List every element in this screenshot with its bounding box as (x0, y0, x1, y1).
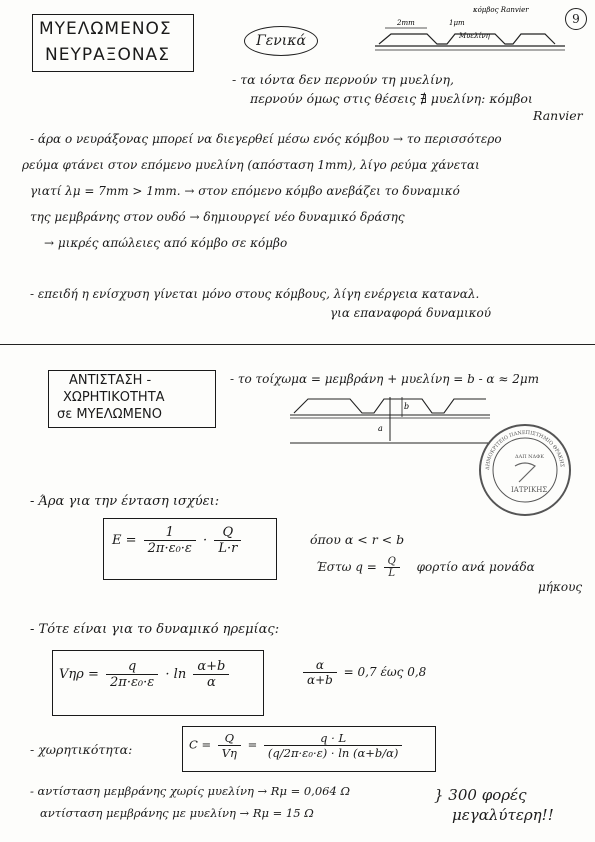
diagram2-a-label: a (378, 424, 383, 433)
myelin-diagram-top (375, 4, 575, 54)
general-heading: Γενικά (244, 26, 318, 56)
box2-line-2: ΧΩΡΗΤΙΚΟΤΗΤΑ (63, 390, 165, 405)
section-divider (0, 344, 595, 345)
text-line: περνούν όμως στις θέσεις ∄ μυελίνη: κόμβοι (250, 91, 533, 106)
charge-per-length: Έστω q = $\frac{Q}{L}$ φορτίο ανά μονάδα (316, 556, 535, 579)
text-line: - τα ιόντα δεν περνούν τη μυελίνη, (232, 72, 454, 87)
wall-thickness-line: - το τοίχωμα = μεμβράνη + μυελίνη = b - α ≈ 2μm (230, 372, 540, 386)
text-line: ρεύμα φτάνει στον επόμενο μυελίνη (απόσταση 1mm), λίγο ρεύμα χάνεται (22, 158, 480, 172)
title-line-1: ΜΥΕΛΩΜΕΝΟΣ (39, 19, 172, 39)
text-line: - επειδή η ενίσχυση γίνεται μόνο στους κόμβους, λίγη ενέργεια καταναλ. (30, 287, 480, 301)
stamp-bottom-text: ΙΑΤΡΙΚΗΣ (511, 486, 548, 494)
stamp-top-text: ΔΗΜΟΚΡΙΤΕΙΟ ΠΑΝΕΠΙΣΤΗΜΙΟ ΘΡΑΚΗΣ (484, 429, 565, 471)
diagram1-1um-label: 1μm (449, 19, 465, 27)
box2-line-3: σε ΜΥΕΛΩΜΕΝΟ (57, 407, 162, 422)
text-line: γιατί λμ = 7mm > 1mm. → στον επόμενο κόμβο ανεβάζει το δυναμικό (30, 184, 460, 198)
title-line-2: ΝΕΥΡΑΞΟΝΑΣ (45, 45, 170, 65)
capacitance-formula: C = $\frac{Q}{V\eta}$ = $\frac{q \cdot L}{\text{(q/2π·ε₀·ε) · ln (α+b/α)}}$ (189, 731, 405, 760)
page-number: 9 (572, 12, 580, 26)
diagram1-myelin-label: Μυελίνη (459, 32, 490, 40)
field-formula-box (103, 518, 277, 580)
potential-formula-box (52, 650, 264, 716)
radius-ratio: $\frac{\alpha}{\alpha+b}$ = 0,7 έως 0,8 (300, 658, 426, 687)
field-condition: όπου α < r < b (310, 532, 405, 547)
potential-formula: Vηρ = $\frac{q}{\text{2π·ε₀·ε}}$ · ln $\frac{\alpha+b}{\alpha}$ (59, 659, 232, 690)
diagram1-2mm-label: 2mm (397, 19, 415, 27)
resistance-note-2: μεγαλύτερη!! (452, 806, 554, 824)
diagram1-ranvier-label: κόμβος Ranvier (473, 6, 529, 14)
text-line: της μεμβράνης στον ουδό → δημιουργεί νέο δυναμικό δράσης (30, 210, 405, 224)
text-line: → μικρές απώλειες από κόμβο σε κόμβο (44, 236, 288, 250)
text-line: Ranvier (533, 108, 583, 123)
axon-cross-section-diagram (290, 393, 490, 453)
stamp-mid-text: ΔΑΠ ΝΔΦΚ (515, 454, 544, 460)
potential-intro: - Τότε είναι για το δυναμικό ηρεμίας: (30, 622, 280, 637)
text-line: για επαναφορά δυναμικού (330, 306, 492, 320)
charge-per-length-suffix: μήκους (538, 580, 583, 594)
box2-line-1: ΑΝΤΙΣΤΑΣΗ - (69, 373, 152, 388)
resistance-line-1: - αντίσταση μεμβράνης χωρίς μυελίνη → Rμ = 0,064 Ω (30, 784, 350, 798)
diagram2-b-label: b (404, 402, 410, 411)
capacitance-formula-box (182, 726, 436, 772)
field-formula: E = $\frac{1}{\text{2π·ε₀·ε}}$ · $\frac{Q}{L\cdot r}$ (112, 525, 244, 556)
field-intro: - Άρα για την ένταση ισχύει: (30, 494, 220, 509)
resistance-line-2: αντίσταση μεμβράνης με μυελίνη → Rμ = 15 Ω (40, 806, 314, 820)
title-box (32, 14, 194, 72)
resistance-note-1: } 300 φορές (434, 786, 527, 804)
resistance-capacitance-box (48, 370, 216, 428)
text-line: - άρα ο νευράξονας μπορεί να διεγερθεί μέσω ενός κόμβου → το περισσότερο (30, 132, 502, 146)
university-stamp (475, 420, 575, 520)
capacitance-label: - χωρητικότητα: (30, 742, 133, 757)
